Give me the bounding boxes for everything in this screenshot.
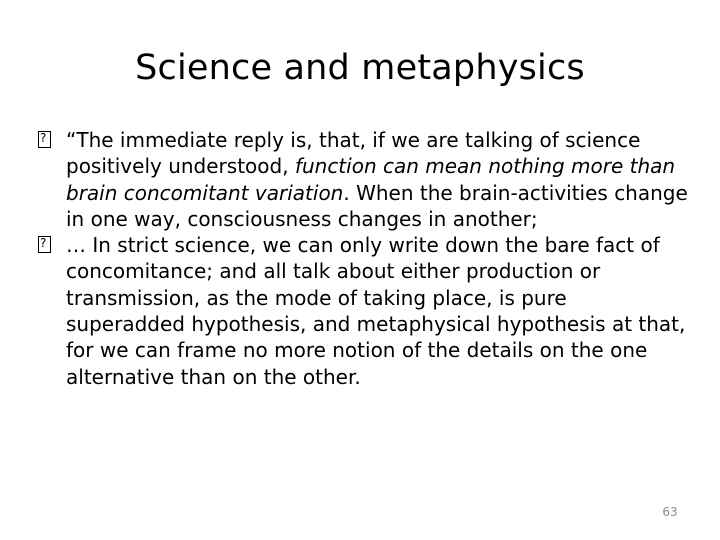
bullet-paragraph-1 xyxy=(38,127,688,232)
paragraph-1-emphasis: function can mean nothing more than brain concomitant variation xyxy=(66,154,676,205)
paragraph-1-tail: . When the brain-activities change in one way, consciousness changes in another; xyxy=(66,180,688,231)
paragraph-1-lead: “The immediate reply is, that, if we are talking of science positively understood, xyxy=(66,128,641,179)
paragraph-2-text: … In strict science, we can only write down the bare fact of concomitance; and all talk about either production or transmission, as the mode of taking place, is pure superadded hypothesis, and metaphysical hypothesis at that, for we can frame no more notion of the details on the one alternative than on the other. xyxy=(66,233,686,389)
slide-title: Science and metaphysics xyxy=(135,48,585,88)
page-number: 63 xyxy=(662,505,678,519)
missing-glyph-bullet-icon xyxy=(38,131,51,148)
missing-glyph-bullet-icon xyxy=(38,236,51,253)
bullet-paragraph-2 xyxy=(38,232,688,390)
bullet-list xyxy=(38,127,688,390)
